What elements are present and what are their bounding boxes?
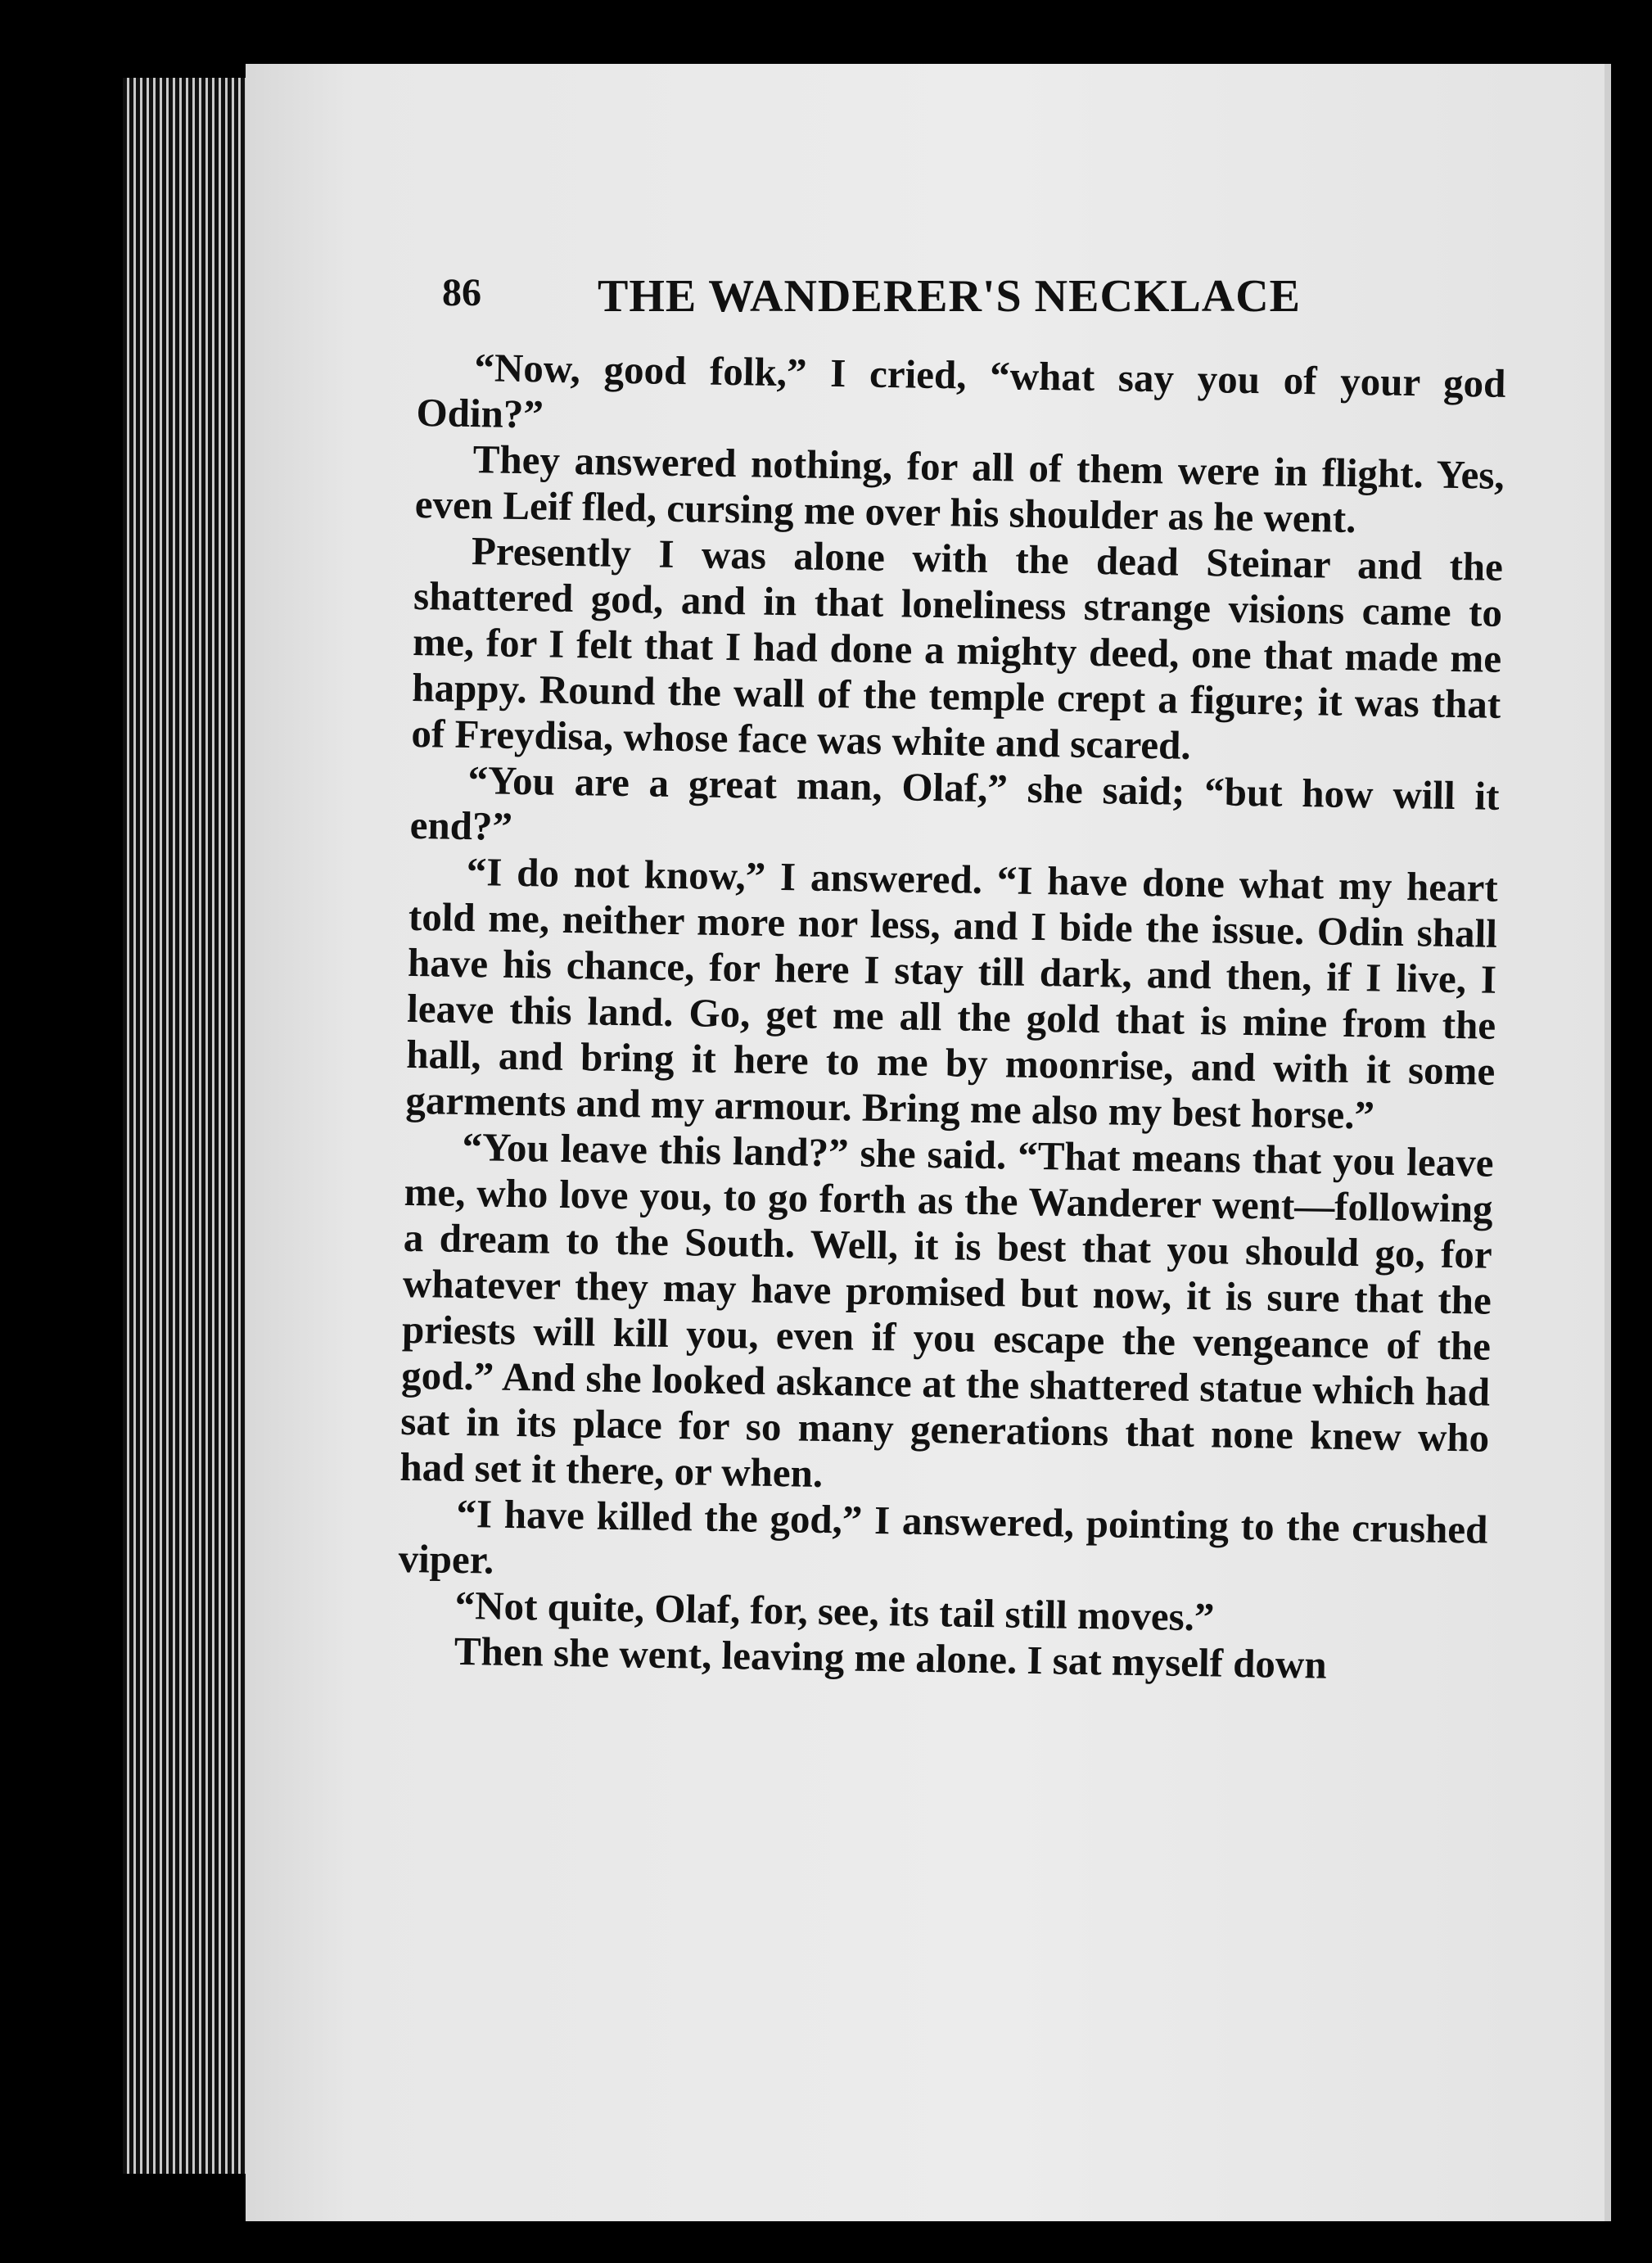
page-edges <box>123 78 262 2174</box>
page-number: 86 <box>442 271 481 314</box>
paragraph: “I do not know,” I answered. “I have done what my heart told me, neither more nor less, and I bide the issue. Odin shall have his chance, for here I stay till dark, and then, if I live, I leave this land. Go, get me all the gold that is mine from the hall, and bring it here to me by moonrise, and with it some garments and my armour. Bring me also my best horse.” <box>405 849 1499 1138</box>
paragraph: “You are a great man, Olaf,” she said; “but how will it end?” <box>409 757 1500 849</box>
paragraph: “Now, good folk,” I cried, “what say you of your god Odin?” <box>416 345 1506 437</box>
paragraph: They answered nothing, for all of them were in flight. Yes, even Leif fled, cursing me over his shoulder as he went. <box>414 436 1505 542</box>
running-title: THE WANDERER'S NECKLACE <box>598 271 1302 322</box>
body-text <box>396 344 1505 1691</box>
paragraph: Presently I was alone with the dead Steinar and the shattered god, and in that loneliness strange visions came to me, for I felt that I had done a mighty deed, one that made me happy. Round the wall of the temple crept a figure; it was that of Freydisa, whose face was white and scared. <box>411 528 1504 768</box>
page-header <box>442 270 1449 336</box>
paragraph: “Not quite, Olaf, for, see, its tail still moves.” <box>454 1582 1215 1640</box>
paragraph: “You leave this land?” she said. “That means that you leave me, who love you, to go forth as the Wanderer went—following a dream to the South. Well, it is best that you should go, for whatever they may have promised but now, it is sure that the priests will kill you, even if you escape the vengeance of the god.” And she looked askance at the shattered statue which had sat in its place for so many generations that none knew who had set it there, or when. <box>399 1123 1494 1496</box>
paragraph: “I have killed the god,” I answered, pointing to the crushed viper. <box>398 1490 1488 1583</box>
paragraph: Then she went, leaving me alone. I sat myself down <box>454 1628 1328 1687</box>
